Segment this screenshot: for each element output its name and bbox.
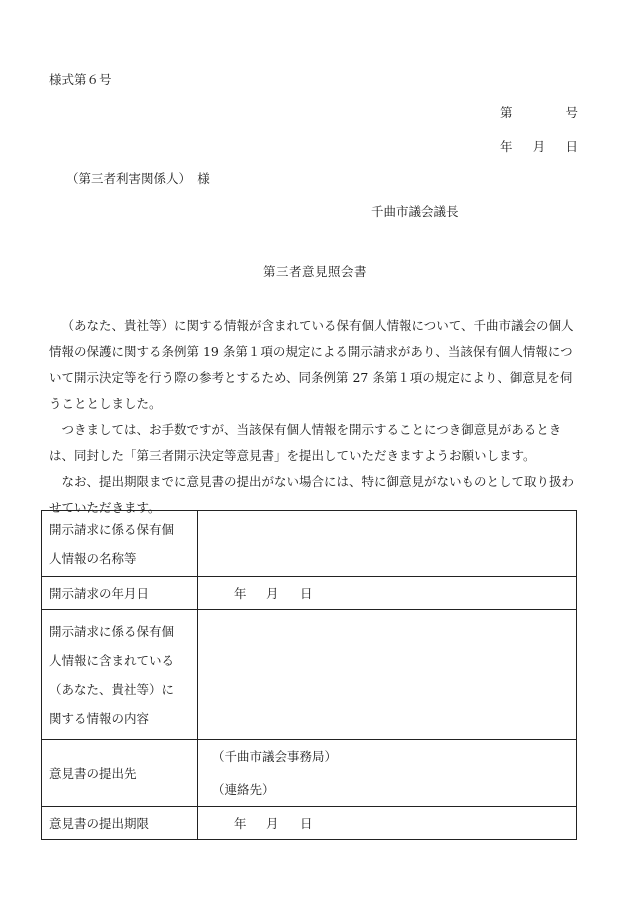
- label-line: 関する情報の内容: [49, 710, 150, 726]
- table-row: [42, 807, 577, 840]
- table-row: [42, 511, 577, 577]
- date-day: 日: [300, 586, 313, 601]
- body-paragraph-1: （あなた、貴社等）に関する情報が含まれている保有個人情報について、千曲市議会の個人情報の保護に関する条例第 19 条第１項の規定による開示請求があり、当該保有個人情報について開示決定等を行う際の参考とするため、同条例第 27 条第１項の規定により、御意見を伺うこととしました。: [49, 318, 574, 411]
- value-cell: [198, 511, 577, 577]
- request-date-cell: [198, 577, 577, 610]
- date-year: 年: [500, 139, 513, 154]
- form-number: 様式第６号: [49, 72, 112, 87]
- date-day: 日: [300, 816, 313, 831]
- document-title: 第三者意見照会書: [262, 264, 367, 279]
- doc-number-prefix: 第: [500, 105, 513, 120]
- date-month: 月: [266, 586, 279, 601]
- date-year: 年: [234, 816, 247, 831]
- doc-number-suffix: 号: [565, 105, 578, 120]
- date-month: 月: [532, 139, 546, 154]
- document-number: [500, 103, 578, 121]
- value-cell: [198, 610, 577, 740]
- sender: 千曲市議会議長: [371, 204, 459, 219]
- label-cell: [42, 511, 198, 577]
- body-paragraph-2: つきましては、お手数ですが、当該保有個人情報を開示することにつき御意見があるときは、同封した「第三者開示決定等意見書」を提出していただきますようお願いします。: [49, 422, 562, 463]
- label-line: 開示請求に係る保有個: [49, 623, 175, 639]
- label-line: （あなた、貴社等）に: [49, 681, 175, 697]
- date-year: 年: [234, 586, 247, 601]
- table-row: [42, 610, 577, 740]
- label-cell: 開示請求の年月日: [42, 577, 198, 610]
- body-paragraph-3: なお、提出期限までに意見書の提出がない場合には、特に御意見がないものとして取り扱わせていただきます。: [49, 474, 575, 515]
- label-cell: 意見書の提出期限: [42, 807, 198, 840]
- label-cell: [42, 610, 198, 740]
- body-text: [49, 313, 581, 521]
- table-row: [42, 577, 577, 610]
- label-line: 人情報の名称等: [49, 550, 137, 566]
- label-cell: 意見書の提出先: [42, 740, 198, 807]
- destination-office: （千曲市議会事務局）: [212, 749, 338, 764]
- submission-destination-cell: [198, 740, 577, 807]
- label-line: 人情報に含まれている: [49, 652, 175, 668]
- info-table: [41, 510, 577, 840]
- document-date: [500, 137, 578, 155]
- destination-contact: （連絡先）: [212, 782, 275, 797]
- date-day: 日: [565, 139, 578, 154]
- recipient: （第三者利害関係人） 様: [66, 171, 210, 186]
- deadline-date-cell: [198, 807, 577, 840]
- label-line: 開示請求に係る保有個: [49, 521, 175, 537]
- date-month: 月: [266, 816, 279, 831]
- table-row: [42, 740, 577, 807]
